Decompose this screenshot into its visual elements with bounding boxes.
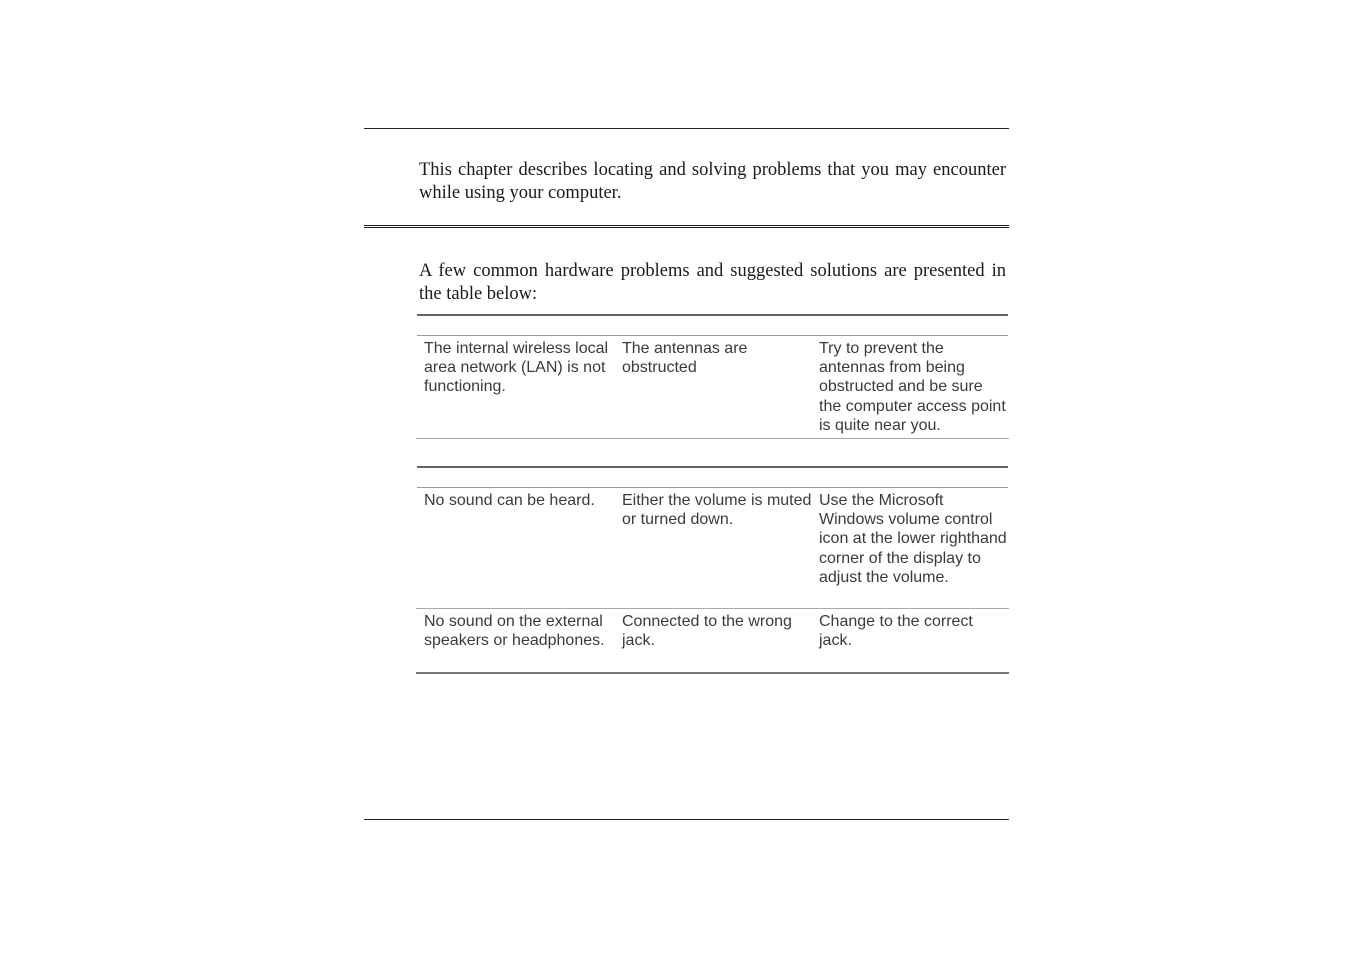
table-header-top-line <box>417 466 1008 468</box>
section-double-rule <box>364 225 1009 228</box>
top-rule <box>364 128 1009 129</box>
row-separator <box>416 608 1009 609</box>
footer-rule <box>364 819 1009 820</box>
intro-paragraph: This chapter describes locating and solving problems that you may encounter while using your computer. <box>419 159 1006 203</box>
table-bottom-line <box>416 672 1009 674</box>
solution-cell: Use the Microsoft Windows volume control icon at the lower righthand corner of the display to adjust the volume. <box>819 492 1007 586</box>
problem-cell: No sound on the external speakers or headphones. <box>424 613 605 650</box>
cause-cell: The antennas are obstructed <box>622 340 748 377</box>
table-header-top-line <box>417 314 1008 316</box>
table-bottom-line <box>416 438 1009 439</box>
problem-cell: No sound can be heard. <box>424 492 595 509</box>
problem-cell: The internal wireless local area network (LAN) is not functioning. <box>424 340 609 396</box>
table-header-bottom-line <box>417 335 1008 336</box>
solution-cell: Change to the correct jack. <box>819 613 973 650</box>
cause-cell: Connected to the wrong jack. <box>622 613 792 650</box>
table-header-bottom-line <box>417 487 1008 488</box>
solution-cell: Try to prevent the antennas from being obstructed and be sure the computer access point is quite near you. <box>819 340 1006 434</box>
table-lead-paragraph: A few common hardware problems and suggested solutions are presented in the table below: <box>419 260 1006 304</box>
cause-cell: Either the volume is muted or turned down. <box>622 492 812 529</box>
